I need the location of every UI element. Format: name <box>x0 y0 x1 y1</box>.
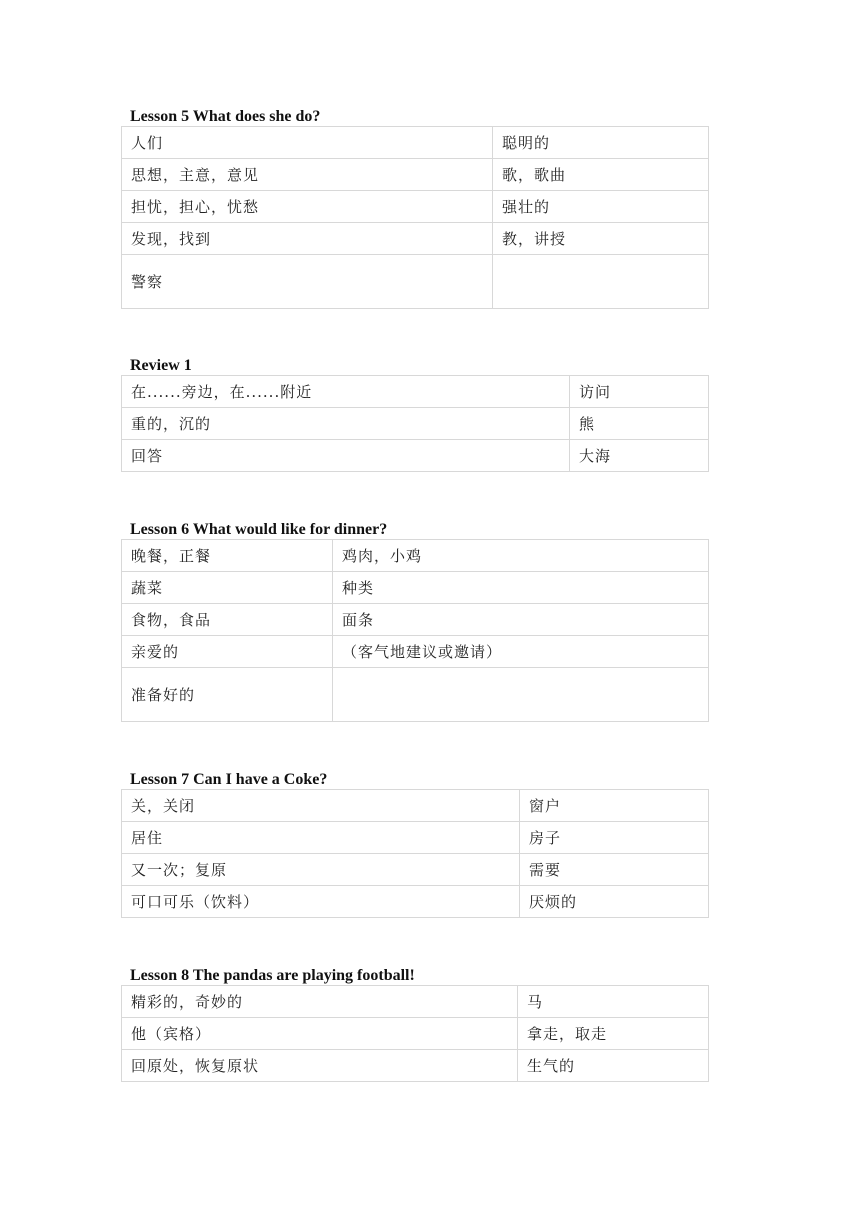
table-cell: 思想，主意，意见 <box>122 159 493 191</box>
table-cell: 熊 <box>570 408 709 440</box>
vocab-table <box>121 789 709 918</box>
table-cell: 蔬菜 <box>122 572 333 604</box>
section-title: Lesson 6 What would like for dinner? <box>130 521 388 538</box>
table-row <box>122 854 709 886</box>
table-cell: 房子 <box>520 822 709 854</box>
table-row <box>122 540 709 572</box>
table-row <box>122 191 709 223</box>
table-cell: 人们 <box>122 127 493 159</box>
table-cell: 在......旁边，在......附近 <box>122 376 570 408</box>
table-cell: 访问 <box>570 376 709 408</box>
table-cell: 拿走，取走 <box>518 1018 709 1050</box>
table-row <box>122 255 709 309</box>
table-cell: 他（宾格） <box>122 1018 518 1050</box>
table-row <box>122 223 709 255</box>
table-row <box>122 1018 709 1050</box>
table-cell: 种类 <box>333 572 709 604</box>
table-cell: 聪明的 <box>493 127 709 159</box>
vocab-table <box>121 375 709 472</box>
table-cell: 强壮的 <box>493 191 709 223</box>
table-row <box>122 440 709 472</box>
table-cell: 窗户 <box>520 790 709 822</box>
section-title: Lesson 7 Can I have a Coke? <box>130 771 328 788</box>
table-cell: 精彩的，奇妙的 <box>122 986 518 1018</box>
table-cell: 教，讲授 <box>493 223 709 255</box>
table-cell: 厌烦的 <box>520 886 709 918</box>
table-cell <box>333 668 709 722</box>
table-cell: 重的，沉的 <box>122 408 570 440</box>
section-title: Lesson 5 What does she do? <box>130 108 321 125</box>
table-cell: 回原处，恢复原状 <box>122 1050 518 1082</box>
table-row <box>122 668 709 722</box>
table-cell <box>493 255 709 309</box>
table-row <box>122 376 709 408</box>
table-cell: 担忧，担心，忧愁 <box>122 191 493 223</box>
table-row <box>122 986 709 1018</box>
table-row <box>122 886 709 918</box>
table-cell: 大海 <box>570 440 709 472</box>
table-cell: （客气地建议或邀请） <box>333 636 709 668</box>
table-cell: 歌，歌曲 <box>493 159 709 191</box>
section-review-1 <box>121 357 708 472</box>
table-row <box>122 159 709 191</box>
section-lesson-5 <box>121 108 708 309</box>
table-cell: 鸡肉，小鸡 <box>333 540 709 572</box>
table-cell: 又一次；复原 <box>122 854 520 886</box>
table-cell: 居住 <box>122 822 520 854</box>
table-row <box>122 822 709 854</box>
table-cell: 亲爱的 <box>122 636 333 668</box>
table-cell: 晚餐，正餐 <box>122 540 333 572</box>
table-cell: 发现，找到 <box>122 223 493 255</box>
table-cell: 可口可乐（饮料） <box>122 886 520 918</box>
table-cell: 警察 <box>122 255 493 309</box>
table-cell: 马 <box>518 986 709 1018</box>
section-lesson-8 <box>121 967 708 1082</box>
table-cell: 食物，食品 <box>122 604 333 636</box>
table-row <box>122 790 709 822</box>
section-lesson-7 <box>121 771 708 918</box>
table-cell: 回答 <box>122 440 570 472</box>
table-cell: 面条 <box>333 604 709 636</box>
table-row <box>122 408 709 440</box>
table-row <box>122 1050 709 1082</box>
table-row <box>122 127 709 159</box>
section-lesson-6 <box>121 521 708 722</box>
section-title: Review 1 <box>130 357 192 374</box>
table-cell: 生气的 <box>518 1050 709 1082</box>
vocab-table <box>121 985 709 1082</box>
vocab-table <box>121 126 709 309</box>
table-row <box>122 572 709 604</box>
table-cell: 需要 <box>520 854 709 886</box>
table-row <box>122 604 709 636</box>
table-cell: 关，关闭 <box>122 790 520 822</box>
table-row <box>122 636 709 668</box>
section-title: Lesson 8 The pandas are playing football! <box>130 967 415 984</box>
vocab-table <box>121 539 709 722</box>
table-cell: 准备好的 <box>122 668 333 722</box>
